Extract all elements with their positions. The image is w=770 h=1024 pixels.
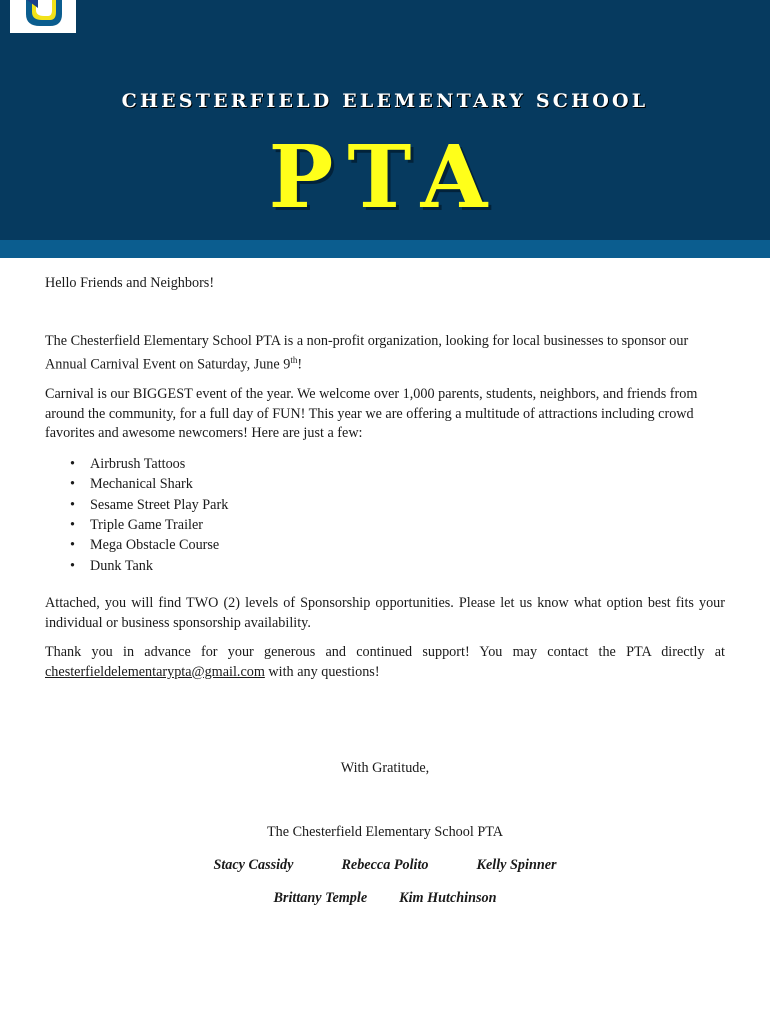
bullet-icon: • (70, 455, 75, 472)
bullet-icon: • (70, 537, 75, 554)
thanks-end: with any questions! (264, 663, 380, 680)
signatory-name: Brittany Temple (273, 890, 368, 906)
email-link[interactable]: chesterfieldelementarypta@gmail.com (45, 663, 265, 680)
list-item (70, 515, 725, 535)
intro-superscript: th (290, 355, 298, 365)
attached-paragraph: Attached, you will find TWO (2) levels of Sponsorship opportunities. Please let us know what option best fits your individual or business sponsorship availability. (45, 595, 725, 631)
signatory-name: Rebecca Polito (341, 857, 429, 873)
bullet-icon: • (70, 476, 75, 493)
intro-end: ! (297, 356, 303, 373)
intro-text: The Chesterfield Elementary School PTA is a non-profit organization, looking for local businesses to sponsor our Annual Carnival Event on Saturday, June 9 (45, 332, 689, 373)
closing: With Gratitude, (340, 760, 430, 776)
list-item (70, 454, 725, 474)
attraction-label: Dunk Tank (90, 557, 153, 574)
attraction-label: Airbrush Tattoos (90, 455, 186, 472)
signatory-name: Kim Hutchinson (399, 890, 497, 906)
pta-title: PTA (268, 127, 502, 228)
signatory-name: Stacy Cassidy (213, 857, 294, 873)
list-item (70, 556, 725, 576)
school-name: CHESTERFIELD ELEMENTARY SCHOOL (121, 90, 649, 112)
bullet-icon: • (70, 496, 75, 513)
bullet-icon: • (70, 516, 75, 533)
attraction-label: Mega Obstacle Course (90, 537, 220, 554)
list-item (70, 535, 725, 555)
bullet-icon: • (70, 557, 75, 574)
attraction-label: Triple Game Trailer (90, 516, 203, 533)
thanks-text: Thank you in advance for your generous and continued support! You may contact the PTA directly at (45, 644, 725, 661)
list-item (70, 474, 725, 494)
greeting: Hello Friends and Neighbors! (45, 275, 215, 291)
signatory-name: Kelly Spinner (476, 857, 557, 873)
attraction-label: Mechanical Shark (90, 476, 193, 493)
intro-paragraph (45, 332, 725, 376)
signatures-row-2 (0, 890, 770, 907)
signatures-row-1 (0, 857, 770, 874)
attraction-label: Sesame Street Play Park (90, 496, 229, 513)
organization-name: The Chesterfield Elementary School PTA (266, 824, 504, 840)
header-stripe (0, 240, 770, 258)
school-logo-icon (10, 0, 76, 33)
letter-body (45, 274, 725, 692)
list-item (70, 495, 725, 515)
attractions-list (45, 454, 725, 576)
thanks-paragraph (45, 643, 725, 682)
carnival-paragraph: Carnival is our BIGGEST event of the year. We welcome over 1,000 parents, students, neighbors, and friends from around the community, for a full day of FUN! This year we are offering a multitude of attractions including crowd favorites and awesome newcomers! Here are just a few: (45, 386, 698, 442)
